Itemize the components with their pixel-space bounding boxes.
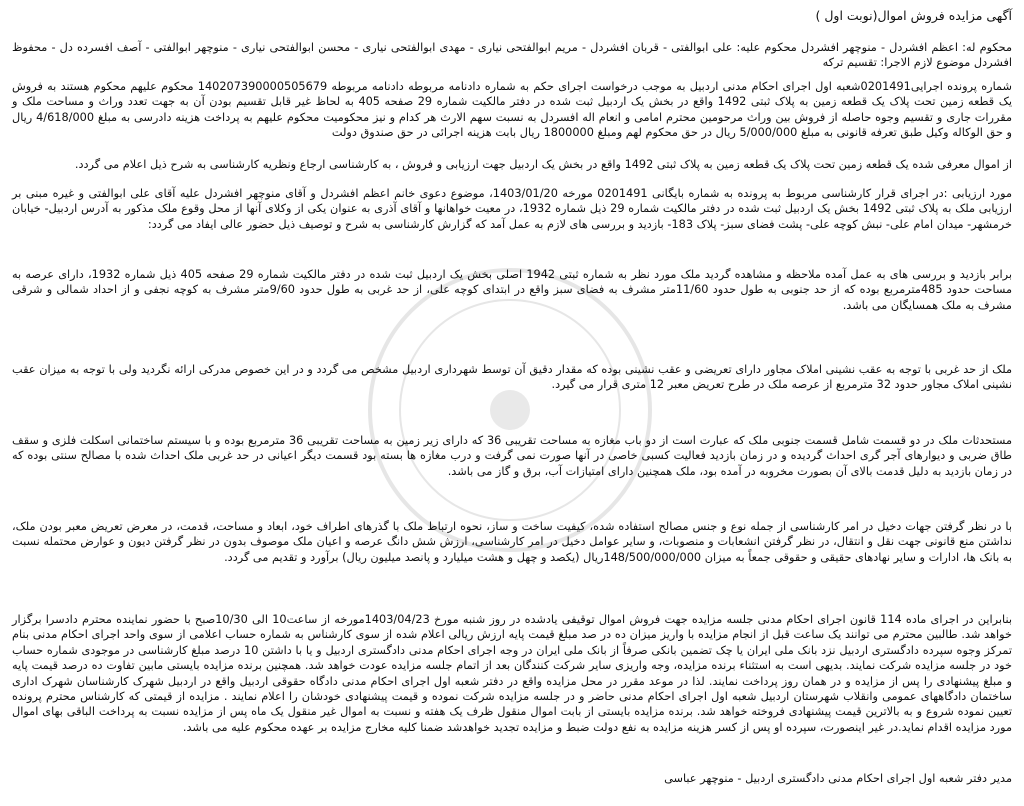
signature-line: مدیر دفتر شعبه اول اجرای احکام مدنی دادگستری اردبیل - منوچهر عباسی — [664, 772, 1012, 785]
property-intro-paragraph: از اموال معرفی شده یک قطعه زمین تحت پلاک یک قطعه زمین به پلاک ثبتی 1492 واقع در بخش یک اردبیل جهت ارزیابی و فروش ، به کارشناسی ارجاع ونظریه کارشناسی به شرح ذیل اعلام می گردد. — [74, 158, 1012, 171]
valuation-paragraph: با در نظر گرفتن جهات دخیل در امر کارشناسی از جمله نوع و جنس مصالح استفاده شده، کیفیت ساخت و ساز، نحوه ارتباط ملک با گذرهای اطراف خود، ابعاد و مساحت، قدمت، در معرض تعریض معبر بودن ملک، نداشتن منع قانونی جهت نقل و انتقال، در نظر گرفتن انشعابات و منصوبات، و سایر عوامل دخیل در امر کارشناسی، ارزش شش دانگ عرصه و اعیان ملک موصوف بدون در نظر گرفتن دیون و عوارض محتمله نسبت به بانک ها، ادارات و سایر نهادهای حقیقی و حقوقی جمعاً به میزان 148/500/000/000ریال (یکصد و چهل و هشت میلیارد و پانصد میلیون ریال) برآورد و تقدیم می گردد. — [12, 520, 1012, 564]
notice-title: آگهی مزایده فروش اموال(نوبت اول ) — [815, 8, 1012, 23]
parties-paragraph: محکوم له: اعظم افشردل - منوچهر افشردل محکوم علیه: علی ابوالفتی - قربان افشردل - مریم ابوالفتحی نیاری - مهدی ابوالفتحی نیاری - محسن ابوالفتحی نیاری - منوچهر ابوالفتی - آصف افسرده دل - محفوظ افشردل موضوع لازم الاجرا: تقسیم ترکه — [12, 41, 1012, 70]
inspection-paragraph: برابر بازدید و بررسی های به عمل آمده ملاحظه و مشاهده گردید ملک مورد نظر به شماره ثبتی 1942 اصلی بخش یک اردبیل ثبت شده در دفتر مالکیت شماره 29 صفحه 405 ذیل شماره 1932، دارای عرصه به مساحت حدود 485مترمربع بوده که از حد جنوبی به طول حدود 11/60متر مشرف به فضای سبز واقع در ابتدای کوچه علی، از حد غربی به طول حدود 9/60متر مشرف به کوچه نجفی و از احداد شمالی و شرقی مشرف به ملک همسایگان می باشد. — [12, 268, 1013, 312]
auction-terms-paragraph: بنابراین در اجرای ماده 114 قانون اجرای احکام مدنی جلسه مزایده جهت فروش اموال توقیفی یادشده در روز شنبه مورخ 1403/04/23مورخه از ساعت10 الی 10/30صبح با حضور نماینده محترم دادسرا برگزار خواهد شد. طالبین محترم می توانند یک ساعت قبل از انجام مزایده با واریز میزان ده در صد مبلغ قیمت پایه ارزش ریالی اعلام شده از سوی کارشناس به شماره حساب اعلامی از سوی واحد اجرای احکام مدنی بنام تمرکز وجوه سپرده دادگستری اردبیل نزد بانک ملی ایران یا چک تضمین بانکی صرفاً از بانک ملی ایران در وجه اجرای احکام مدنی دادگستری اردبیل و یا با داشتن 10 درصد مبلغ کارشناسی در موجودی شماره حساب خود در جلسه مزایده شرکت نمایند. بدیهی است به استثناء برنده مزایده، وجه واریزی سایر شرکت کنندگان بعد از اتمام جلسه مزایده عودت خواهد شد. همچنین برنده مزایده بایستی مابین تفاوت ده درصد قیمت پایه و مبلغ پیشنهادی را پس از مزایده و در همان روز پرداخت نمایند. لذا در موعد مقرر در محل مزایده واقع در دفتر شعبه اول اجرای احکام مدنی دادگاه حقوقی اردبیل واقع در اردبیل شهرک کارشناسان شهرک اداری ساختمان دادگاههای عمومی وانقلاب شهرستان اردبیل شعبه اول اجرای احکام مدنی حاضر و در جلسه مزایده شرکت نموده و قیمت پیشنهادی خودشان را اعلام نمایند . مزایده از قیمتی که کارشناس محترم پرونده تعیین نموده شروع و به بالاترین قیمت پیشنهادی فروخته خواهد شد. برنده مزایده بایستی از بابت اموال منقول ظرف یک هفته و نسبت به اموال غیر منقول یک ماه پس از مزایده نسبت به پرداخت الباقی بهای اموال مورد مزایده اقدام نماید.در غیر اینصورت، سپرده او پس از کسر هزینه مزایده به نفع دولت ضبط و مزایده تجدید خواهدشد ضمنا کلیه مخارج مزایده بر عهده محکوم علیه می باشد. — [12, 613, 1013, 734]
setback-paragraph: ملک از حد غربی با توجه به عقب نشینی املاک مجاور دارای تعریضی و عقب نشینی بوده که مقدار دقیق آن توسط شهرداری اردبیل مشخص می گردد و در این خصوص مدرکی ارائه نگردید ولی با توجه به میزان عقب نشینی املاک مجاور حدود 32 مترمربع از عرصه ملک در طرح تعریض معبر 12 متری قرار می گیرد. — [12, 363, 1012, 392]
evaluation-paragraph: مورد ارزیابی :در اجرای قرار کارشناسی مربوط به پرونده به شماره بایگانی 0201491 مورخه 1403/01/20، موضوع دعوی خانم اعظم افشردل و آقای منوچهر افشردل علیه آقای علی ابوالفتی و غیره مبنی بر ارزیابی ملک به پلاک ثبتی 1492 بخش یک اردبیل ثبت شده در دفتر مالکیت شماره 29 ذیل شماره 1932، در معیت خواهانها و آقای آذری به عنوان یکی از وکلای آنها از محل وقوع ملک مذکور به آدرس اردبیل- خیابان خرمشهر- میدان امام علی- نبش کوچه علی- پشت فضای سبز- پلاک 183- بازدید و بررسی های لازم به عمل آمد که گزارش کارشناسی به شرح و توصیف ذیل حضور عالی ایفاد می گردد: — [12, 187, 1012, 231]
buildings-paragraph: مستحدثات ملک در دو قسمت شامل قسمت جنوبی ملک که عبارت است از دو باب مغازه به مساحت تقریبی 36 که دارای زیر زمین به مساحت تقریبی 36 مترمربع بوده و با سیستم ساختمانی اسکلت فلزی و سقف طاق ضربی و دیوارهای آجر گری احداث گردیده و در زمان بازدید فعالیت کسبی خاصی در آنها صورت نمی گرفت و درب مغازه ها بسته بود قسمت دیگر اعیانی در حد غربی ملک احداث شده با مصالح سنتی بوده که در زمان بازدید به دلیل قدمت بالای آن بصورت مخروبه در آمده بود، ملک همچنین دارای امتیازات آب، برق و گاز می باشد. — [12, 434, 1013, 478]
case-paragraph: شماره پرونده اجرایی0201491شعبه اول اجرای احکام مدنی اردبیل به موجب درخواست اجرای حکم به شماره دادنامه مربوطه دادنامه مربوطه 140207390000505679 محکوم علیهم محکوم هستند به فروش یک قطعه زمین تحت پلاک یک قطعه زمین به پلاک ثبتی 1492 واقع در بخش یک اردبیل ثبت شده در دفتر مالکیت شماره 29 صفحه 405 به لحاظ غیر قابل تقسیم بودن آن به جهت تعدد وراث و مساحت ملک و مقررات جاری و تقسیم وجوه حاصله از فروش بین وراث مرحومین محترم امامی و انعام اله افسردل به نسبت سهم الارث هر کدام و نیز محکومیت محکوم علیهم به پرداخت هزینه دادرسی به مبلغ 4/618/000 ریال و حق الوکاله وکیل طبق تعرفه قانونی به مبلغ 5/000/000 ریال در حق محکوم لهم ومبلغ 1800000 ریال بابت هزینه اجرائی در حق صندوق دولت — [12, 80, 1013, 140]
